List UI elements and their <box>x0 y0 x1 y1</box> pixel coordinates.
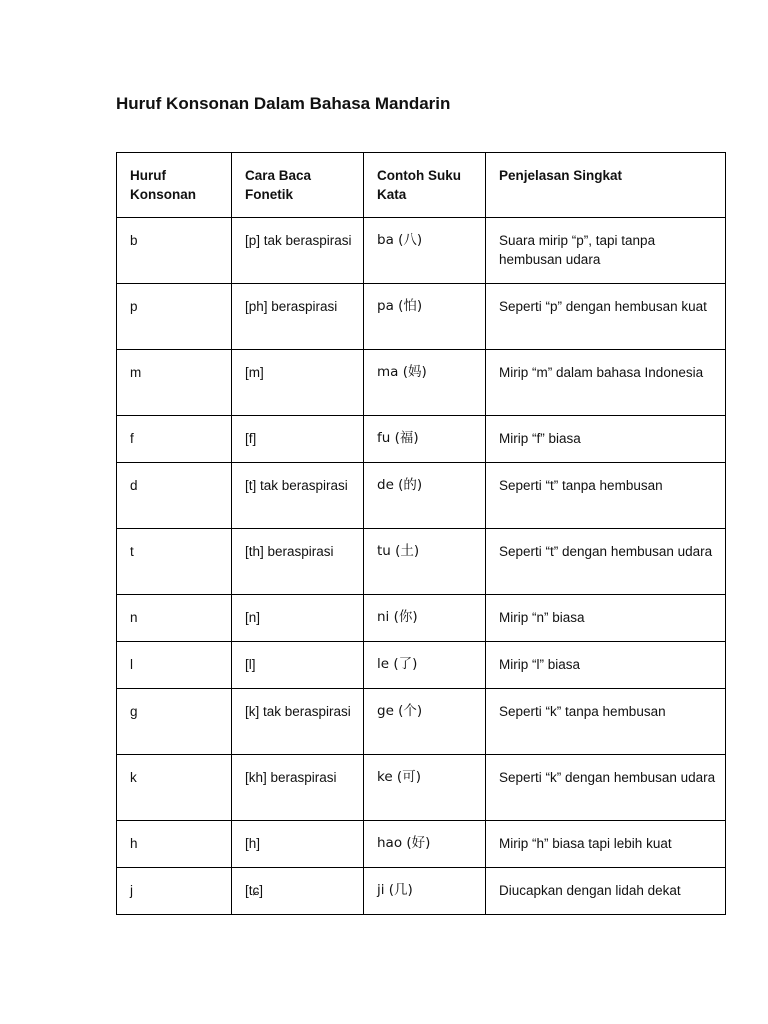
cell-letter: t <box>117 529 232 595</box>
cell-phonetic: [th] beraspirasi <box>232 529 364 595</box>
header-letter: Huruf Konsonan <box>117 153 232 218</box>
cell-example: le (了) <box>364 642 486 689</box>
cell-phonetic: [f] <box>232 416 364 463</box>
cell-letter: b <box>117 218 232 284</box>
cell-example: ba (八) <box>364 218 486 284</box>
cell-letter: k <box>117 755 232 821</box>
table-row <box>117 642 726 689</box>
cell-letter: h <box>117 821 232 868</box>
cell-letter: m <box>117 350 232 416</box>
cell-phonetic: [n] <box>232 595 364 642</box>
cell-letter: d <box>117 463 232 529</box>
table-row <box>117 416 726 463</box>
table-row <box>117 218 726 284</box>
cell-example: tu (土) <box>364 529 486 595</box>
cell-explanation: Mirip “n” biasa <box>486 595 726 642</box>
header-explanation: Penjelasan Singkat <box>486 153 726 218</box>
page-title: Huruf Konsonan Dalam Bahasa Mandarin <box>116 94 451 113</box>
table-row <box>117 689 726 755</box>
cell-explanation: Seperti “k” tanpa hembusan <box>486 689 726 755</box>
cell-explanation: Suara mirip “p”, tapi tanpa hembusan udara <box>486 218 726 284</box>
cell-example: ge (个) <box>364 689 486 755</box>
table-row <box>117 595 726 642</box>
table-row <box>117 755 726 821</box>
table-row <box>117 529 726 595</box>
cell-explanation: Seperti “p” dengan hembusan kuat <box>486 284 726 350</box>
cell-example: pa (怕) <box>364 284 486 350</box>
cell-letter: n <box>117 595 232 642</box>
header-example: Contoh Suku Kata <box>364 153 486 218</box>
cell-letter: j <box>117 868 232 915</box>
header-phonetic: Cara Baca Fonetik <box>232 153 364 218</box>
cell-example: ke (可) <box>364 755 486 821</box>
cell-letter: g <box>117 689 232 755</box>
cell-example: fu (福) <box>364 416 486 463</box>
cell-explanation: Seperti “t” dengan hembusan udara <box>486 529 726 595</box>
cell-explanation: Seperti “k” dengan hembusan udara <box>486 755 726 821</box>
table-row <box>117 284 726 350</box>
cell-letter: f <box>117 416 232 463</box>
cell-explanation: Mirip “h” biasa tapi lebih kuat <box>486 821 726 868</box>
cell-phonetic: [ph] beraspirasi <box>232 284 364 350</box>
cell-phonetic: [kh] beraspirasi <box>232 755 364 821</box>
cell-phonetic: [p] tak beraspirasi <box>232 218 364 284</box>
cell-example: de (的) <box>364 463 486 529</box>
table-row <box>117 350 726 416</box>
consonant-table <box>116 152 726 915</box>
cell-phonetic: [h] <box>232 821 364 868</box>
table-header-row <box>117 153 726 218</box>
cell-letter: l <box>117 642 232 689</box>
cell-explanation: Mirip “l” biasa <box>486 642 726 689</box>
table-row <box>117 821 726 868</box>
table-row <box>117 463 726 529</box>
cell-example: ji (几) <box>364 868 486 915</box>
cell-phonetic: [tɕ] <box>232 868 364 915</box>
cell-explanation: Seperti “t” tanpa hembusan <box>486 463 726 529</box>
cell-explanation: Diucapkan dengan lidah dekat <box>486 868 726 915</box>
cell-example: hao (好) <box>364 821 486 868</box>
cell-example: ni (你) <box>364 595 486 642</box>
cell-example: ma (妈) <box>364 350 486 416</box>
cell-phonetic: [l] <box>232 642 364 689</box>
cell-letter: p <box>117 284 232 350</box>
cell-phonetic: [t] tak beraspirasi <box>232 463 364 529</box>
cell-explanation: Mirip “m” dalam bahasa Indonesia <box>486 350 726 416</box>
cell-phonetic: [k] tak beraspirasi <box>232 689 364 755</box>
cell-explanation: Mirip “f” biasa <box>486 416 726 463</box>
cell-phonetic: [m] <box>232 350 364 416</box>
table-row <box>117 868 726 915</box>
